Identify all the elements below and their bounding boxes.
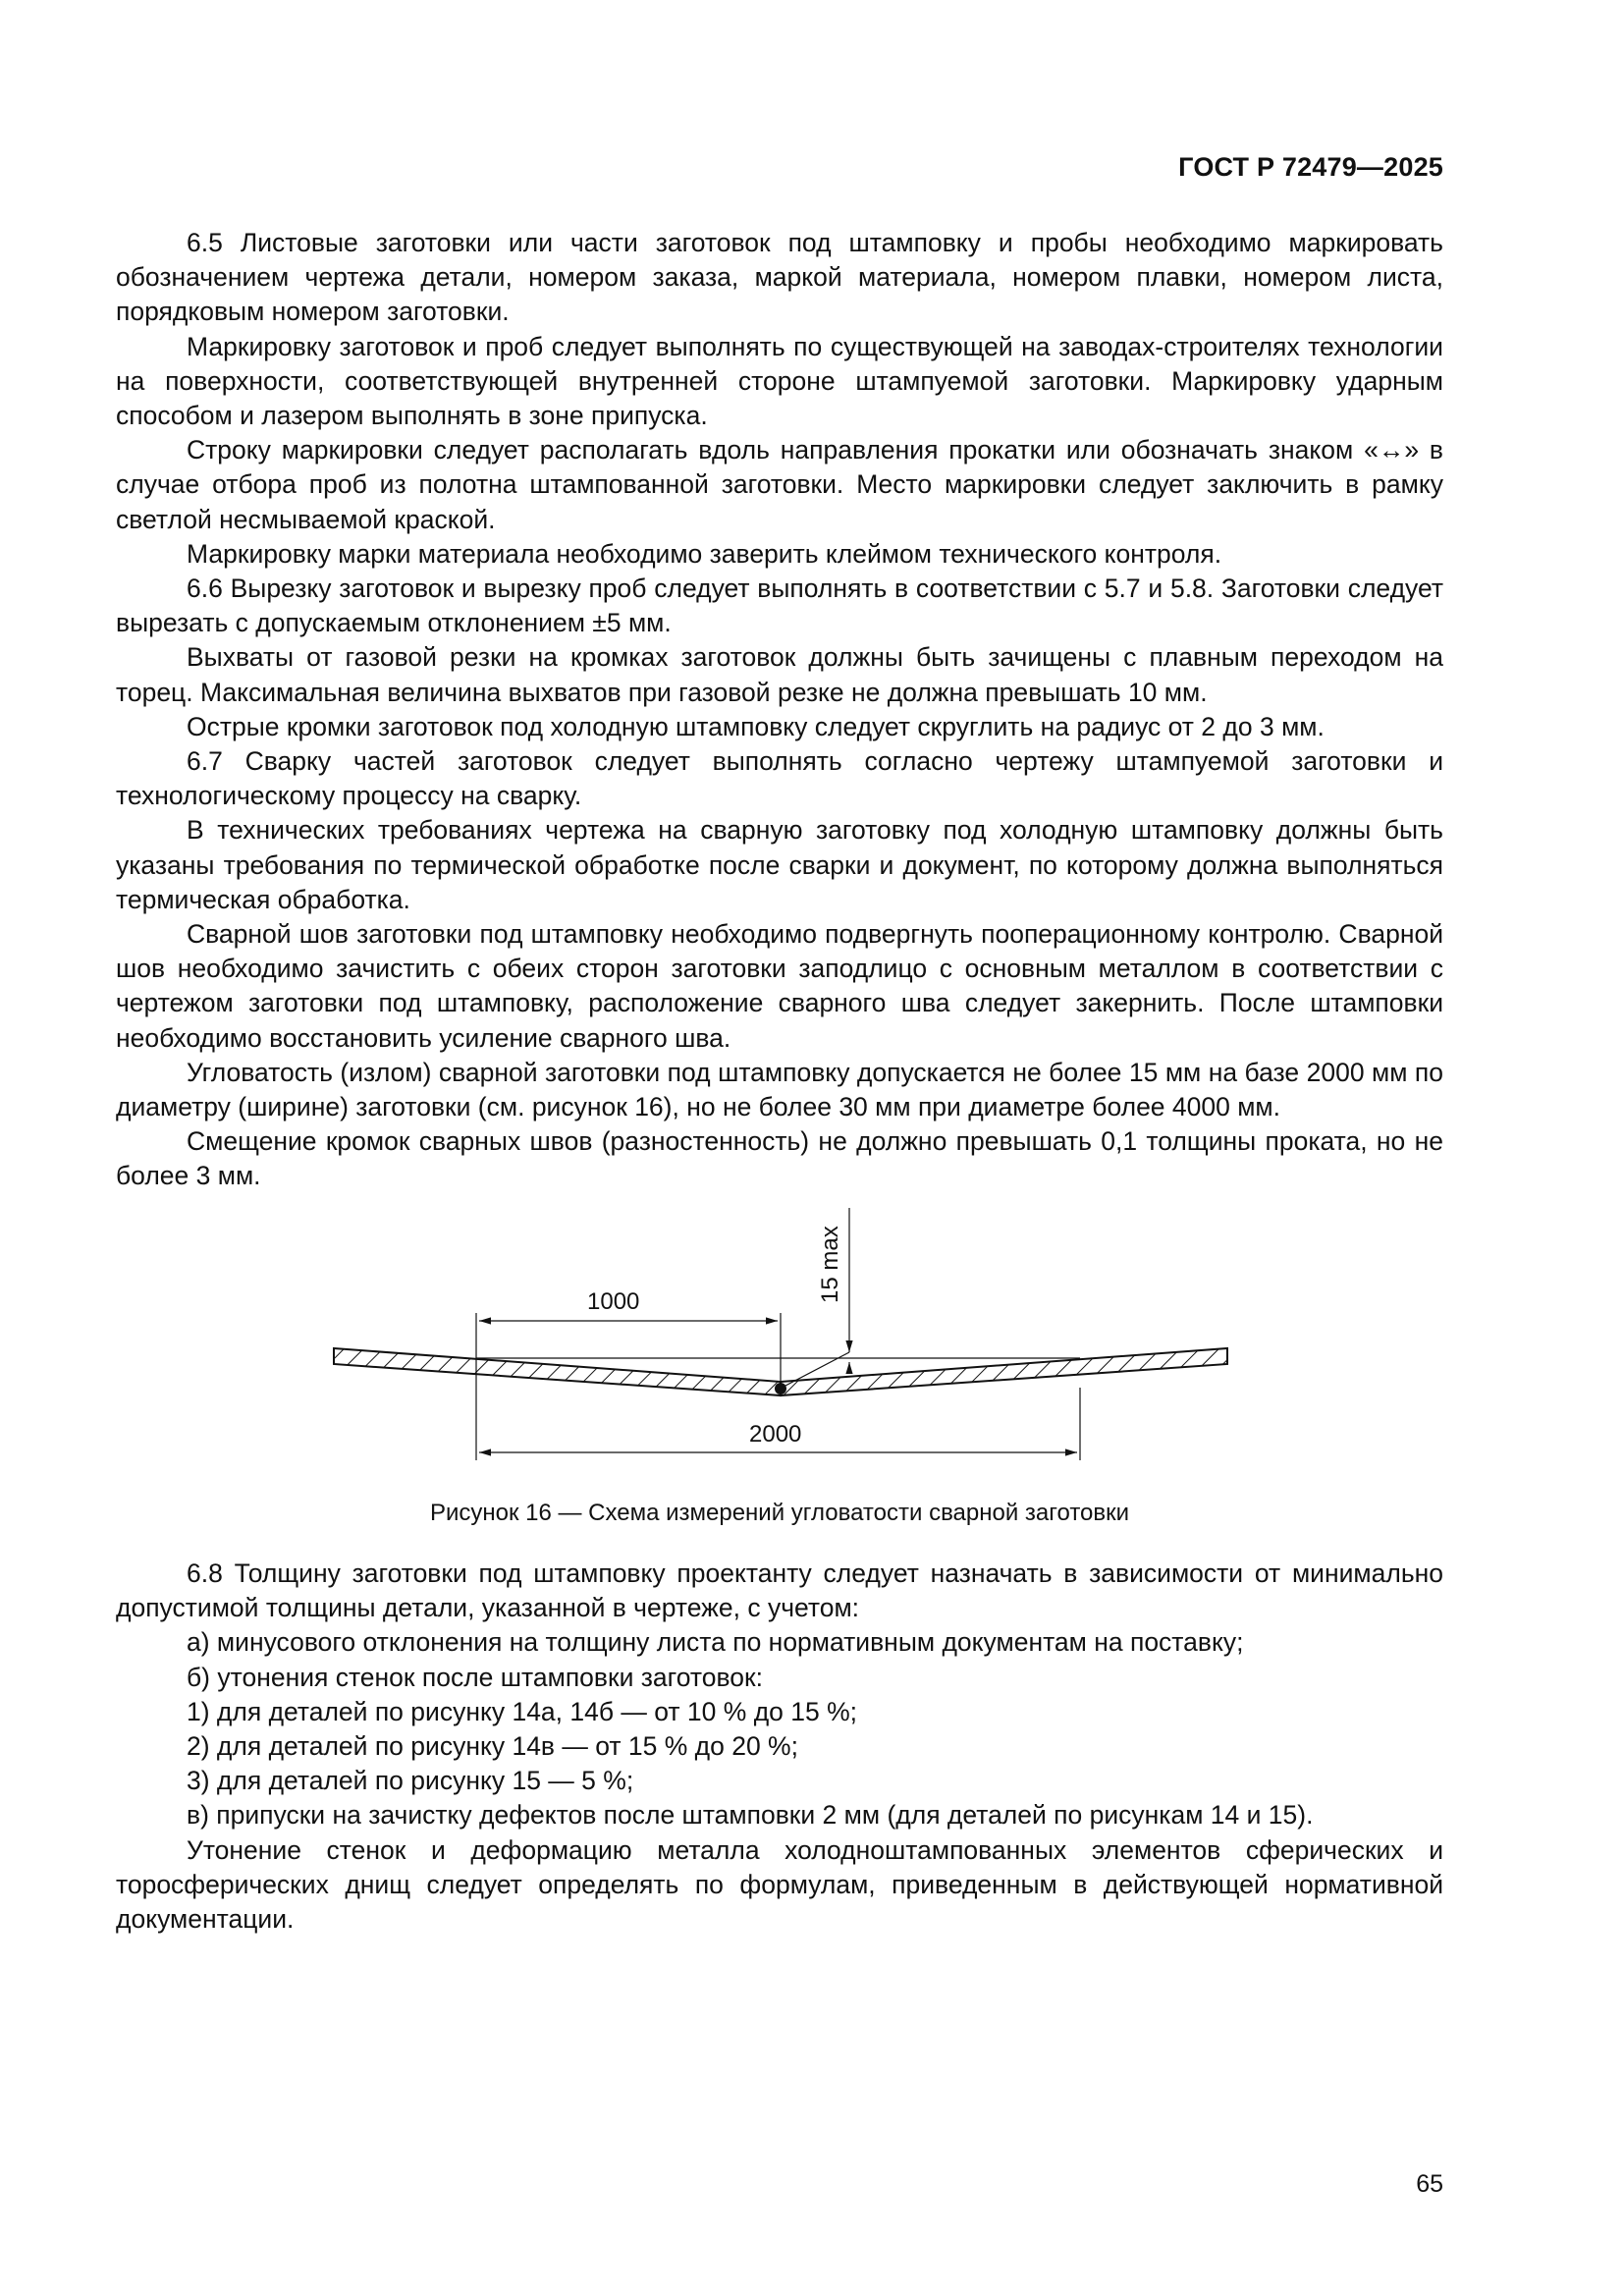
list-item: 1) для деталей по рисунку 14а, 14б — от 10 % до 15 %; xyxy=(187,1696,858,1726)
weld-seam xyxy=(775,1383,786,1394)
dimension-label-2000: 2000 xyxy=(749,1421,802,1448)
paragraph: Маркировку заготовок и проб следует выполнять по существующей на заводах-строителях технологии на поверхности, соответствующей внутренней стороне штампуемой заготовки. Маркировку ударным способом и лазером выполнять в зоне припуска. xyxy=(116,331,1443,431)
paragraph: Угловатость (излом) сварной заготовки под штамповку допускается не более 15 мм на базе 2000 мм по диаметру (ширине) заготовки (см. рисунок 16), но не более 30 мм при диаметре более 4000 мм. xyxy=(116,1057,1443,1122)
plate-left-half xyxy=(334,1348,781,1395)
figure-caption: Рисунок 16 — Схема измерений угловатости сварной заготовки xyxy=(429,1500,1130,1526)
paragraph: 6.6 Вырезку заготовок и вырезку проб следует выполнять в соответствии с 5.7 и 5.8. Заготовки следует вырезать с допускаемым отклонением ±5 мм. xyxy=(116,574,1443,638)
paragraph: В технических требованиях чертежа на сварную заготовку под холодную штамповку должны быть указаны требования по термической обработке после сварки и документ, по которому должна выполняться термическая обработка. xyxy=(116,815,1443,914)
page-number: 65 xyxy=(1416,2170,1443,2198)
figure-16-angularity-diagram xyxy=(314,1203,1247,1488)
plate-right-half xyxy=(781,1348,1227,1395)
paragraph: Смещение кромок сварных швов (разностенность) не должно превышать 0,1 толщины проката, но не более 3 мм. xyxy=(116,1126,1443,1191)
dimension-label-15max: 15 max xyxy=(817,1226,843,1303)
list-item: б) утонения стенок после штамповки заготовок: xyxy=(187,1662,763,1692)
paragraph: 6.7 Сварку частей заготовок следует выполнять согласно чертежу штампуемой заготовки и технологическому процессу на сварку. xyxy=(116,746,1443,811)
paragraph: Острые кромки заготовок под холодную штамповку следует скруглить на радиус от 2 до 3 мм. xyxy=(187,711,1325,741)
paragraph: Выхваты от газовой резки на кромках заготовок должны быть зачищены с плавным переходом на торец. Максимальная величина выхватов при газовой резке не должна превышать 10 мм. xyxy=(116,642,1443,707)
list-item: а) минусового отклонения на толщину листа по нормативным документам на поставку; xyxy=(187,1627,1244,1658)
list-item: 3) для деталей по рисунку 15 — 5 %; xyxy=(187,1766,634,1796)
list-item: 2) для деталей по рисунку 14в — от 15 % до 20 %; xyxy=(187,1731,798,1762)
paragraph: Маркировку марки материала необходимо заверить клеймом технического контроля. xyxy=(187,538,1222,569)
paragraph: Утонение стенок и деформацию металла холодноштампованных элементов сферических и торосферических днищ следует определять по формулам, приведенным в действующей нормативной документации. xyxy=(116,1834,1443,1935)
list-item: в) припуски на зачистку дефектов после штамповки 2 мм (для деталей по рисункам 14 и 15). xyxy=(187,1800,1314,1831)
paragraph: Строку маркировки следует располагать вдоль направления прокатки или обозначать знаком «↔» в случае отбора проб из полотна штампованной заготовки. Место маркировки следует заключить в рамку светлой несмываемой краской. xyxy=(116,435,1443,534)
paragraph: 6.8 Толщину заготовки под штамповку проектанту следует назначать в зависимости от минимально допустимой толщины детали, указанной в чертеже, с учетом: xyxy=(116,1558,1443,1623)
document-code: ГОСТ Р 72479—2025 xyxy=(1178,152,1443,182)
paragraph: 6.5 Листовые заготовки или части заготовок под штамповку и пробы необходимо маркировать обозначением чертежа детали, номером заказа, маркой материала, номером плавки, номером листа, порядковым номером заготовки. xyxy=(116,228,1443,327)
paragraph: Сварной шов заготовки под штамповку необходимо подвергнуть пооперационному контролю. Сварной шов необходимо зачистить с обеих сторон заготовки заподлицо с основным металлом в соответствии с чертежом заготовки под штамповку, расположение сварного шва следует закернить. После штамповки необходимо восстановить усиление сварного шва. xyxy=(116,919,1443,1053)
dimension-label-1000: 1000 xyxy=(587,1288,640,1315)
section-top-text xyxy=(116,226,1443,1194)
section-bottom-text xyxy=(116,1557,1443,1937)
